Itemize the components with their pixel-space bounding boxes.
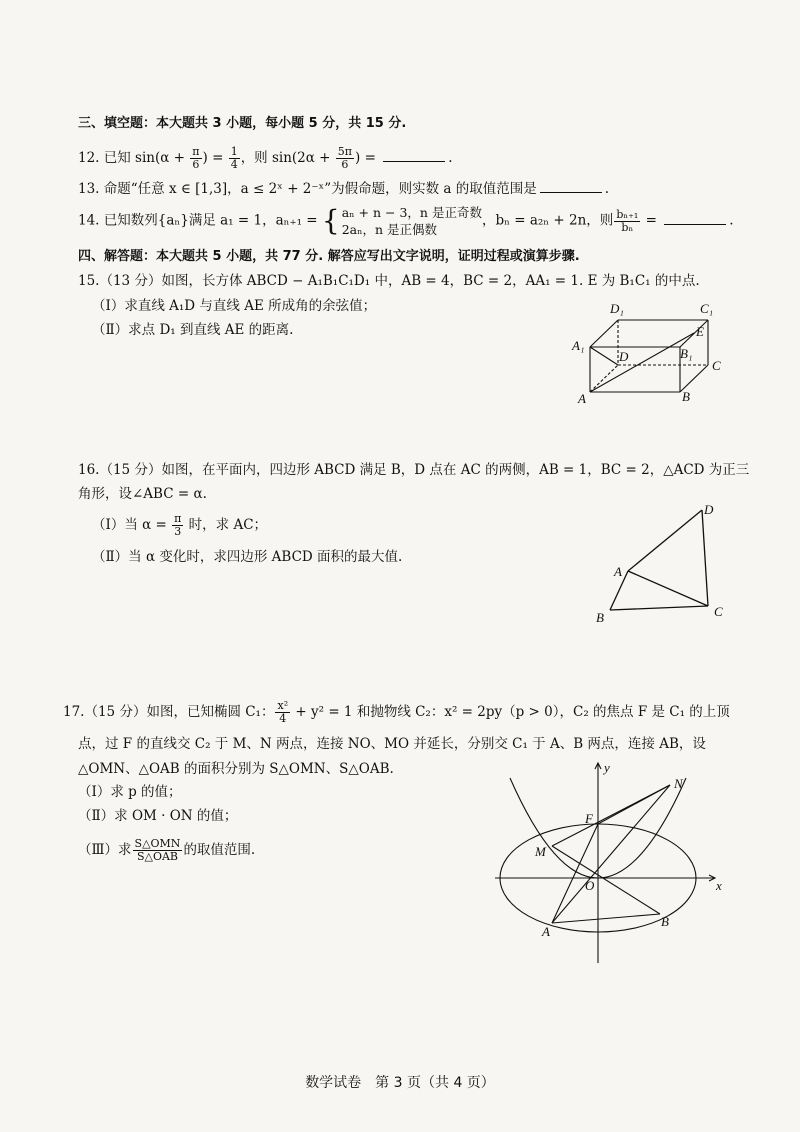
q17-stem1b: + y² = 1 和抛物线 C₂：x² = 2py（p > 0），C₂ 的焦点 F 是 C₁ 的上顶 — [291, 704, 730, 720]
q17-part3-a: （Ⅲ）求 — [78, 842, 132, 858]
label-D: D — [704, 502, 714, 517]
label-N: N — [674, 776, 683, 791]
q12 — [78, 146, 453, 171]
label-A: A — [614, 564, 622, 579]
q13-end: . — [604, 181, 610, 197]
q15-cuboid-figure — [560, 295, 740, 410]
label-y: y — [604, 760, 610, 775]
label-A: A — [578, 391, 586, 406]
q14-case1: aₙ + n − 3，n 是正奇数 — [341, 205, 482, 220]
q15-part2: （Ⅱ）求点 D₁ 到直线 AE 的距离. — [92, 322, 294, 338]
q12-frac2: $\frac{1}{4}$ — [230, 145, 238, 171]
label-A: A — [542, 924, 550, 939]
label-B1: B₁ — [680, 346, 693, 361]
q14-brace: { — [321, 204, 340, 237]
q12-text-c: ，则 sin(2α + — [240, 150, 335, 166]
q14-frac: $\frac{\text{bₙ₊₁}}{\text{bₙ}}$ — [616, 207, 639, 234]
q12-frac1: $\frac{\pi}{6}$ — [192, 145, 200, 171]
q14-text-a: 14. 已知数列{aₙ}满足 a₁ = 1，aₙ₊₁ = — [78, 212, 322, 229]
page-footer: 数学试卷 第 3 页（共 4 页） — [305, 1075, 495, 1091]
q13-answer-blank[interactable] — [540, 180, 602, 193]
q16-frac: $\frac{\pi}{3}$ — [174, 512, 182, 538]
q16-part2: （Ⅱ）当 α 变化时，求四边形 ABCD 面积的最大值. — [92, 549, 403, 565]
q14-cases — [342, 204, 482, 238]
label-C: C — [712, 358, 721, 373]
label-B: B — [661, 914, 669, 929]
q14-answer-blank[interactable] — [664, 212, 726, 225]
q12-text-a: 12. 已知 sin(α + — [78, 150, 190, 166]
q16-stem-line2: 角形，设∠ABC = α. — [78, 486, 207, 502]
q13-text: 13. 命题“任意 x ∈ [1,3]，a ≤ 2ˣ + 2⁻ˣ”为假命题，则实数 a 的取值范围是 — [78, 181, 537, 197]
label-O: O — [585, 878, 595, 893]
q14-case2: 2aₙ，n 是正偶数 — [341, 222, 438, 237]
label-D1: D₁ — [610, 301, 624, 316]
q17-part3-frac: $\frac{\text{S△OMN}}{\text{S△OAB}}$ — [134, 837, 181, 863]
q12-text-d: ) = — [355, 150, 381, 166]
q12-answer-blank[interactable] — [383, 149, 445, 162]
q17-part3-b: 的取值范围. — [183, 842, 256, 858]
label-D: D — [619, 349, 629, 364]
q17-part3 — [78, 838, 255, 863]
section3-header: 三、填空题：本大题共 3 小题，每小题 5 分，共 15 分. — [78, 116, 407, 131]
label-C: C — [714, 604, 723, 619]
q14-end: . — [729, 212, 734, 229]
q14-text-b: ，bₙ = a₂ₙ + 2n，则 — [481, 212, 614, 229]
q14-text-c: = — [641, 212, 662, 229]
label-A1: A₁ — [572, 338, 585, 353]
q17-stem-line2: 点，过 F 的直线交 C₂ 于 M、N 两点，连接 NO、MO 并延长，分别交 C₁ 于 A、B 两点，连接 AB，设 — [78, 736, 706, 752]
q15-stem: 15.（13 分）如图，长方体 ABCD − A₁B₁C₁D₁ 中，AB = 4，BC = 2，AA₁ = 1. E 为 B₁C₁ 的中点. — [78, 273, 700, 289]
label-M: M — [535, 844, 546, 859]
label-B: B — [596, 610, 604, 625]
q17-stem1a: 17.（15 分）如图，已知椭圆 C₁： — [63, 704, 275, 720]
q16-stem-line1: 16.（15 分）如图，在平面内，四边形 ABCD 满足 B，D 点在 AC 的两侧，AB = 1，BC = 2，△ACD 为正三 — [78, 462, 750, 478]
q14 — [78, 204, 734, 238]
q13 — [78, 180, 609, 198]
q17-ellipse-parabola-figure — [490, 758, 730, 968]
q12-text-b: ) = — [202, 150, 228, 166]
q16-part1-a: （Ⅰ）当 α = — [92, 517, 172, 533]
q15-part1: （Ⅰ）求直线 A₁D 与直线 AE 所成角的余弦值； — [92, 298, 377, 314]
q17-stem-line1 — [63, 700, 730, 725]
label-C1: C₁ — [700, 301, 714, 316]
q16-part1-b: 时，求 AC； — [184, 517, 268, 533]
q16-part1 — [92, 513, 267, 538]
label-E: E — [696, 324, 704, 339]
label-F: F — [585, 811, 593, 826]
q12-end: . — [448, 150, 453, 166]
q16-quadrilateral-figure — [590, 498, 730, 628]
q17-part2: （Ⅱ）求 OM · ON 的值； — [78, 808, 238, 824]
q17-stem-line3: △OMN、△OAB 的面积分别为 S△OMN、S△OAB. — [78, 761, 394, 777]
label-x: x — [716, 878, 722, 893]
q12-frac3: $\frac{5\pi}{6}$ — [337, 145, 353, 171]
label-B: B — [682, 389, 690, 404]
q17-part1: （Ⅰ）求 p 的值； — [78, 784, 182, 800]
section4-header: 四、解答题：本大题共 5 小题，共 77 分. 解答应写出文字说明，证明过程或演算步骤. — [78, 249, 580, 264]
q17-frac: $\frac{\text{x²}}{4}$ — [277, 699, 289, 725]
